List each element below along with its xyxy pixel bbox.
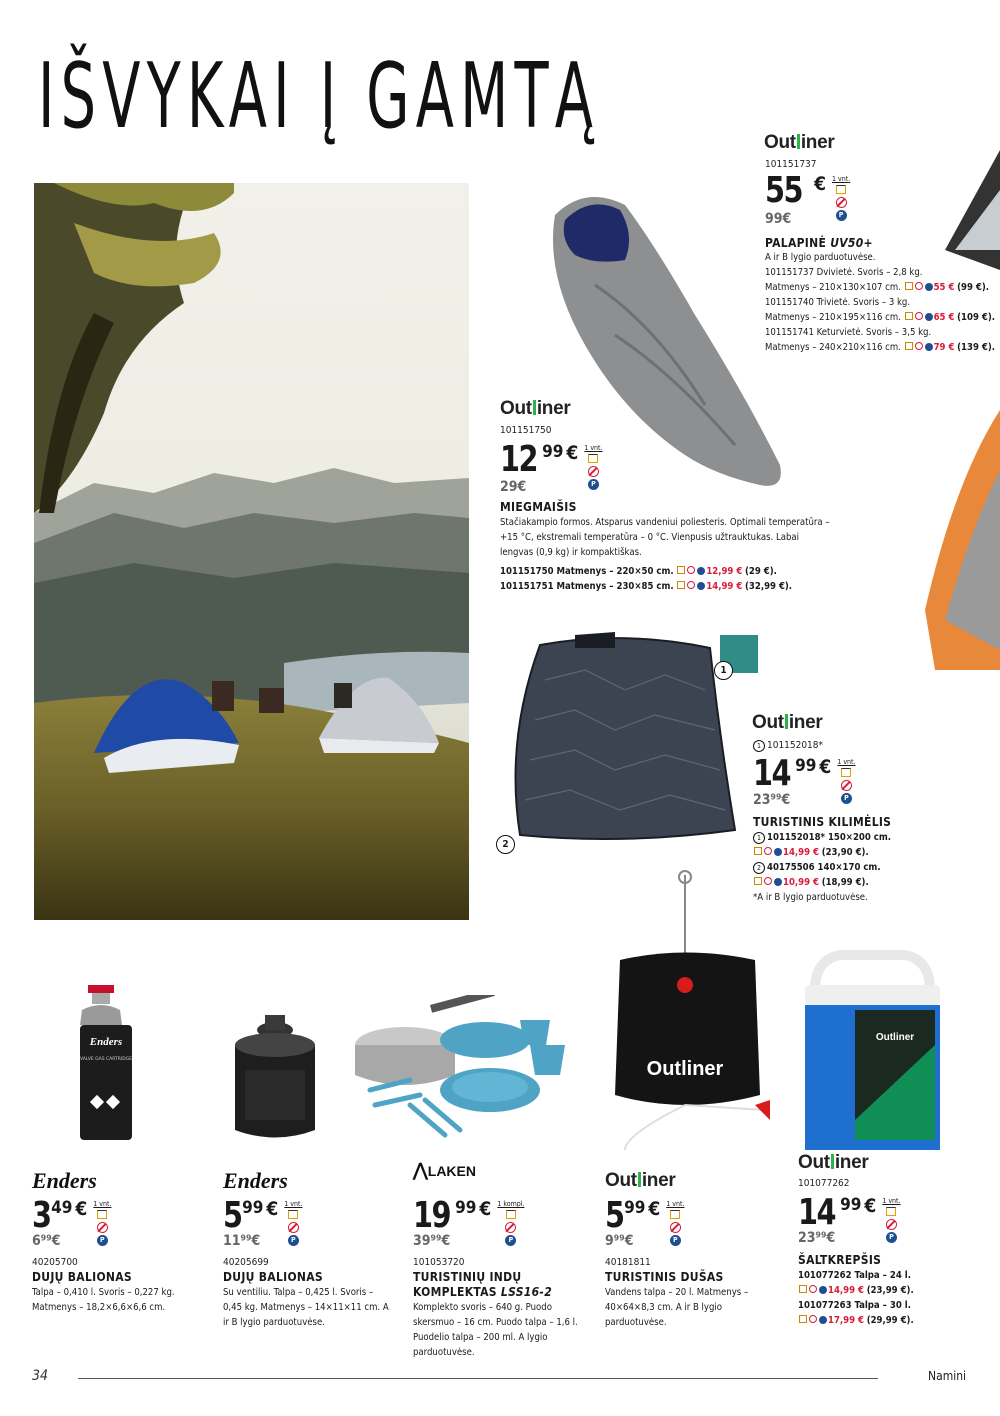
cooler-product-code: 101077262 <box>798 1178 850 1189</box>
p-badge-icon: P <box>588 479 599 490</box>
cooler-brand-logo: Out iner <box>798 1152 869 1173</box>
mat-details: 1 101152018* 150×200 cm. 14,99 € (23,90 €). 2 40175506 140×170 cm. 10,99 € (18,99 €). *A ir B lygio parduotuvėse. <box>753 832 891 903</box>
gas1-description: Talpa – 0,410 l. Svoris – 0,227 kg. Matmenys – 18,2×6,6×6,6 cm. <box>32 1287 175 1313</box>
loyalty-card-icon <box>841 768 851 777</box>
cartridge-label-text: Enders <box>89 1036 123 1048</box>
shower-description: Vandens talpa – 20 l. Matmenys – 40×64×8,3 cm. A ir B lygio parduotuvėse. <box>605 1287 749 1328</box>
dishes-description: Komplekto svoris – 640 g. Puodo skersmuo – 16 cm. Puodo talpa – 1,6 l. Puodelio talpa – 200 ml. A lygio parduotuvėse. <box>413 1302 578 1358</box>
tent-detail-line: Matmenys – 210×195×116 cm. 65 € (109 €). <box>765 312 995 323</box>
sleeping-bag-product-code: 101151750 <box>500 425 552 436</box>
badge-2: 2 <box>496 835 515 854</box>
gas1-product-name: DUJŲ BALIONAS <box>32 1270 132 1284</box>
tent-detail-line: Matmenys – 240×210×116 cm. 79 € (139 €). <box>765 342 995 353</box>
dishes-unit-badges: 1 kompl. P <box>497 1200 525 1244</box>
dishes-product-code: 101053720 <box>413 1257 465 1268</box>
loyalty-card-icon <box>886 1207 896 1216</box>
tent-product-code: 101151737 <box>765 159 817 170</box>
no-sign-icon <box>836 197 847 208</box>
cooler-old-price: 23⁹⁹€ <box>798 1230 836 1246</box>
gas2-unit-badges: 1 vnt. P <box>284 1200 303 1244</box>
tent-detail-line: 101151737 Dvivietė. Svoris – 2,8 kg. <box>765 267 923 278</box>
no-sign-icon <box>288 1222 299 1233</box>
no-sign-icon <box>670 1222 681 1233</box>
sleeping-bag-unit-badges: 1 vnt. P <box>584 444 603 488</box>
mat-old-price: 23⁹⁹€ <box>753 792 791 808</box>
no-sign-icon <box>588 466 599 477</box>
cookware-set-image <box>350 995 585 1145</box>
dishes-price: 19 99 € 1 kompl. P <box>413 1195 525 1244</box>
loyalty-card-icon <box>836 185 846 194</box>
gas-valve-canister-image <box>225 1010 325 1150</box>
gas1-brand-logo: Enders <box>32 1168 97 1193</box>
dishes-brand-logo: ⋀LAKEN <box>413 1160 476 1180</box>
tent-detail-line: 101151740 Trivietė. Svoris – 3 kg. <box>765 297 911 308</box>
no-sign-icon <box>97 1222 108 1233</box>
shower-price: 5 99 € 1 vnt. P <box>605 1195 685 1244</box>
no-sign-icon <box>886 1219 897 1230</box>
cooler-product-name: ŠALTKREPŠIS <box>798 1253 882 1267</box>
gas2-description: Su ventiliu. Talpa – 0,425 l. Svoris – 0,45 kg. Matmenys – 14×11×11 cm. A ir B lygio parduotuvėse. <box>223 1287 389 1328</box>
sleeping-bag-old-price: 29€ <box>500 479 527 495</box>
dishes-product-name-line1: TURISTINIŲ INDŲ <box>413 1270 522 1284</box>
p-badge-icon: P <box>670 1235 681 1246</box>
gas1-price: 3 49 € 1 vnt. P <box>32 1195 112 1244</box>
sleeping-bag-brand-logo: Out iner <box>500 398 571 419</box>
footer-store-label: Namini <box>928 1369 967 1383</box>
sleeping-bag-variants <box>500 564 830 594</box>
dishes-old-price: 39⁹⁹€ <box>413 1233 451 1249</box>
cooler-box-label: Outliner <box>875 1032 915 1043</box>
mat-unit-badges: 1 vnt. P <box>837 758 856 802</box>
gas1-unit-badges: 1 vnt. P <box>93 1200 112 1244</box>
shower-product-code: 40181811 <box>605 1257 651 1268</box>
cooler-price: 14 99 € 1 vnt. P <box>798 1192 901 1241</box>
sleeping-bag-description: Stačiakampio formos. Atsparus vandeniui poliesteris. Optimali temperatūra – +15 °C, ekstremali temperatūra – 0 °C. Vienpusis užtrauktukas. Labai lengvas (0,9 kg) ir kompaktiškas. <box>500 517 830 558</box>
tent-price: 55 € 1 vnt. P <box>765 170 851 219</box>
tent-details <box>765 250 997 355</box>
gas2-brand-logo: Enders <box>223 1168 288 1193</box>
tent-image <box>925 150 1000 670</box>
shower-unit-badges: 1 vnt. P <box>666 1200 685 1244</box>
mat-product-code: 1 101152018* <box>753 740 823 752</box>
loyalty-card-icon <box>670 1210 680 1219</box>
gas2-product-code: 40205699 <box>223 1257 269 1268</box>
p-badge-icon: P <box>841 793 852 804</box>
badge-1: 1 <box>714 661 733 680</box>
page-number: 34 <box>32 1368 49 1384</box>
p-badge-icon: P <box>505 1235 516 1246</box>
tent-detail-line: Matmenys – 210×130×107 cm. 55 € (99 €). <box>765 282 990 293</box>
tent-unit-badges: 1 vnt. P <box>832 175 851 219</box>
variant-line: 101151750 Matmenys – 220×50 cm. 12,99 € (29 €). <box>500 566 777 577</box>
sleeping-bag-price: 12 99 € 1 vnt. P <box>500 439 603 488</box>
no-sign-icon <box>841 780 852 791</box>
tent-product-name: PALAPINĖ UV50+ <box>765 236 873 250</box>
no-sign-icon <box>505 1222 516 1233</box>
loyalty-card-icon <box>588 454 598 463</box>
gas2-old-price: 11⁹⁹€ <box>223 1233 261 1249</box>
cartridge-type-text: VALVE GAS CARTRIDGE <box>79 1057 133 1062</box>
gas1-old-price: 6⁹⁹€ <box>32 1233 61 1249</box>
gas2-product-name: DUJŲ BALIONAS <box>223 1270 323 1284</box>
shower-old-price: 9⁹⁹€ <box>605 1233 634 1249</box>
mat-product-name: TURISTINIS KILIMĖLIS <box>753 815 892 829</box>
cooler-details: 101077262 Talpa – 24 l. 14,99 € (23,99 €). 101077263 Talpa – 30 l. 17,99 € (29,99 €). <box>798 1270 914 1326</box>
laken-mountain-icon: ⋀ <box>413 1160 428 1180</box>
shower-bag-label: Outliner <box>646 1058 724 1080</box>
p-badge-icon: P <box>288 1235 299 1246</box>
dishes-product-name-line2: KOMPLEKTAS LSS16-2 <box>413 1285 553 1299</box>
shower-brand-logo: Out iner <box>605 1170 676 1191</box>
sleeping-bag-product-name: MIEGMAIŠIS <box>500 500 577 514</box>
camping-photo <box>34 183 469 920</box>
tent-brand-logo: Out iner <box>764 132 835 153</box>
p-badge-icon: P <box>886 1232 897 1243</box>
cooler-unit-badges: 1 vnt. P <box>882 1197 901 1241</box>
gas-cartridge-image <box>70 985 140 1145</box>
loyalty-card-icon <box>506 1210 516 1219</box>
variant-line: 101151751 Matmenys – 230×85 cm. 14,99 € (32,99 €). <box>500 581 793 592</box>
tent-detail-line: A ir B lygio parduotuvėse. <box>765 252 876 263</box>
page-title: IŠVYKAI Į GAMTĄ <box>38 44 600 149</box>
tent-old-price: 99€ <box>765 211 792 227</box>
footer-divider <box>78 1378 878 1379</box>
p-badge-icon: P <box>97 1235 108 1246</box>
tent-detail-line: 101151741 Keturvietė. Svoris – 3,5 kg. <box>765 327 932 338</box>
mat-brand-logo: Out iner <box>752 712 823 733</box>
cooler-box-image <box>800 950 945 1150</box>
camp-shower-image <box>605 865 775 1155</box>
p-badge-icon: P <box>836 210 847 221</box>
shower-product-name: TURISTINIS DUŠAS <box>605 1270 724 1284</box>
gas1-product-code: 40205700 <box>32 1257 78 1268</box>
gas2-price: 5 99 € 1 vnt. P <box>223 1195 303 1244</box>
mat-price: 14 99 € 1 vnt. P <box>753 753 856 802</box>
loyalty-card-icon <box>97 1210 107 1219</box>
loyalty-card-icon <box>288 1210 298 1219</box>
